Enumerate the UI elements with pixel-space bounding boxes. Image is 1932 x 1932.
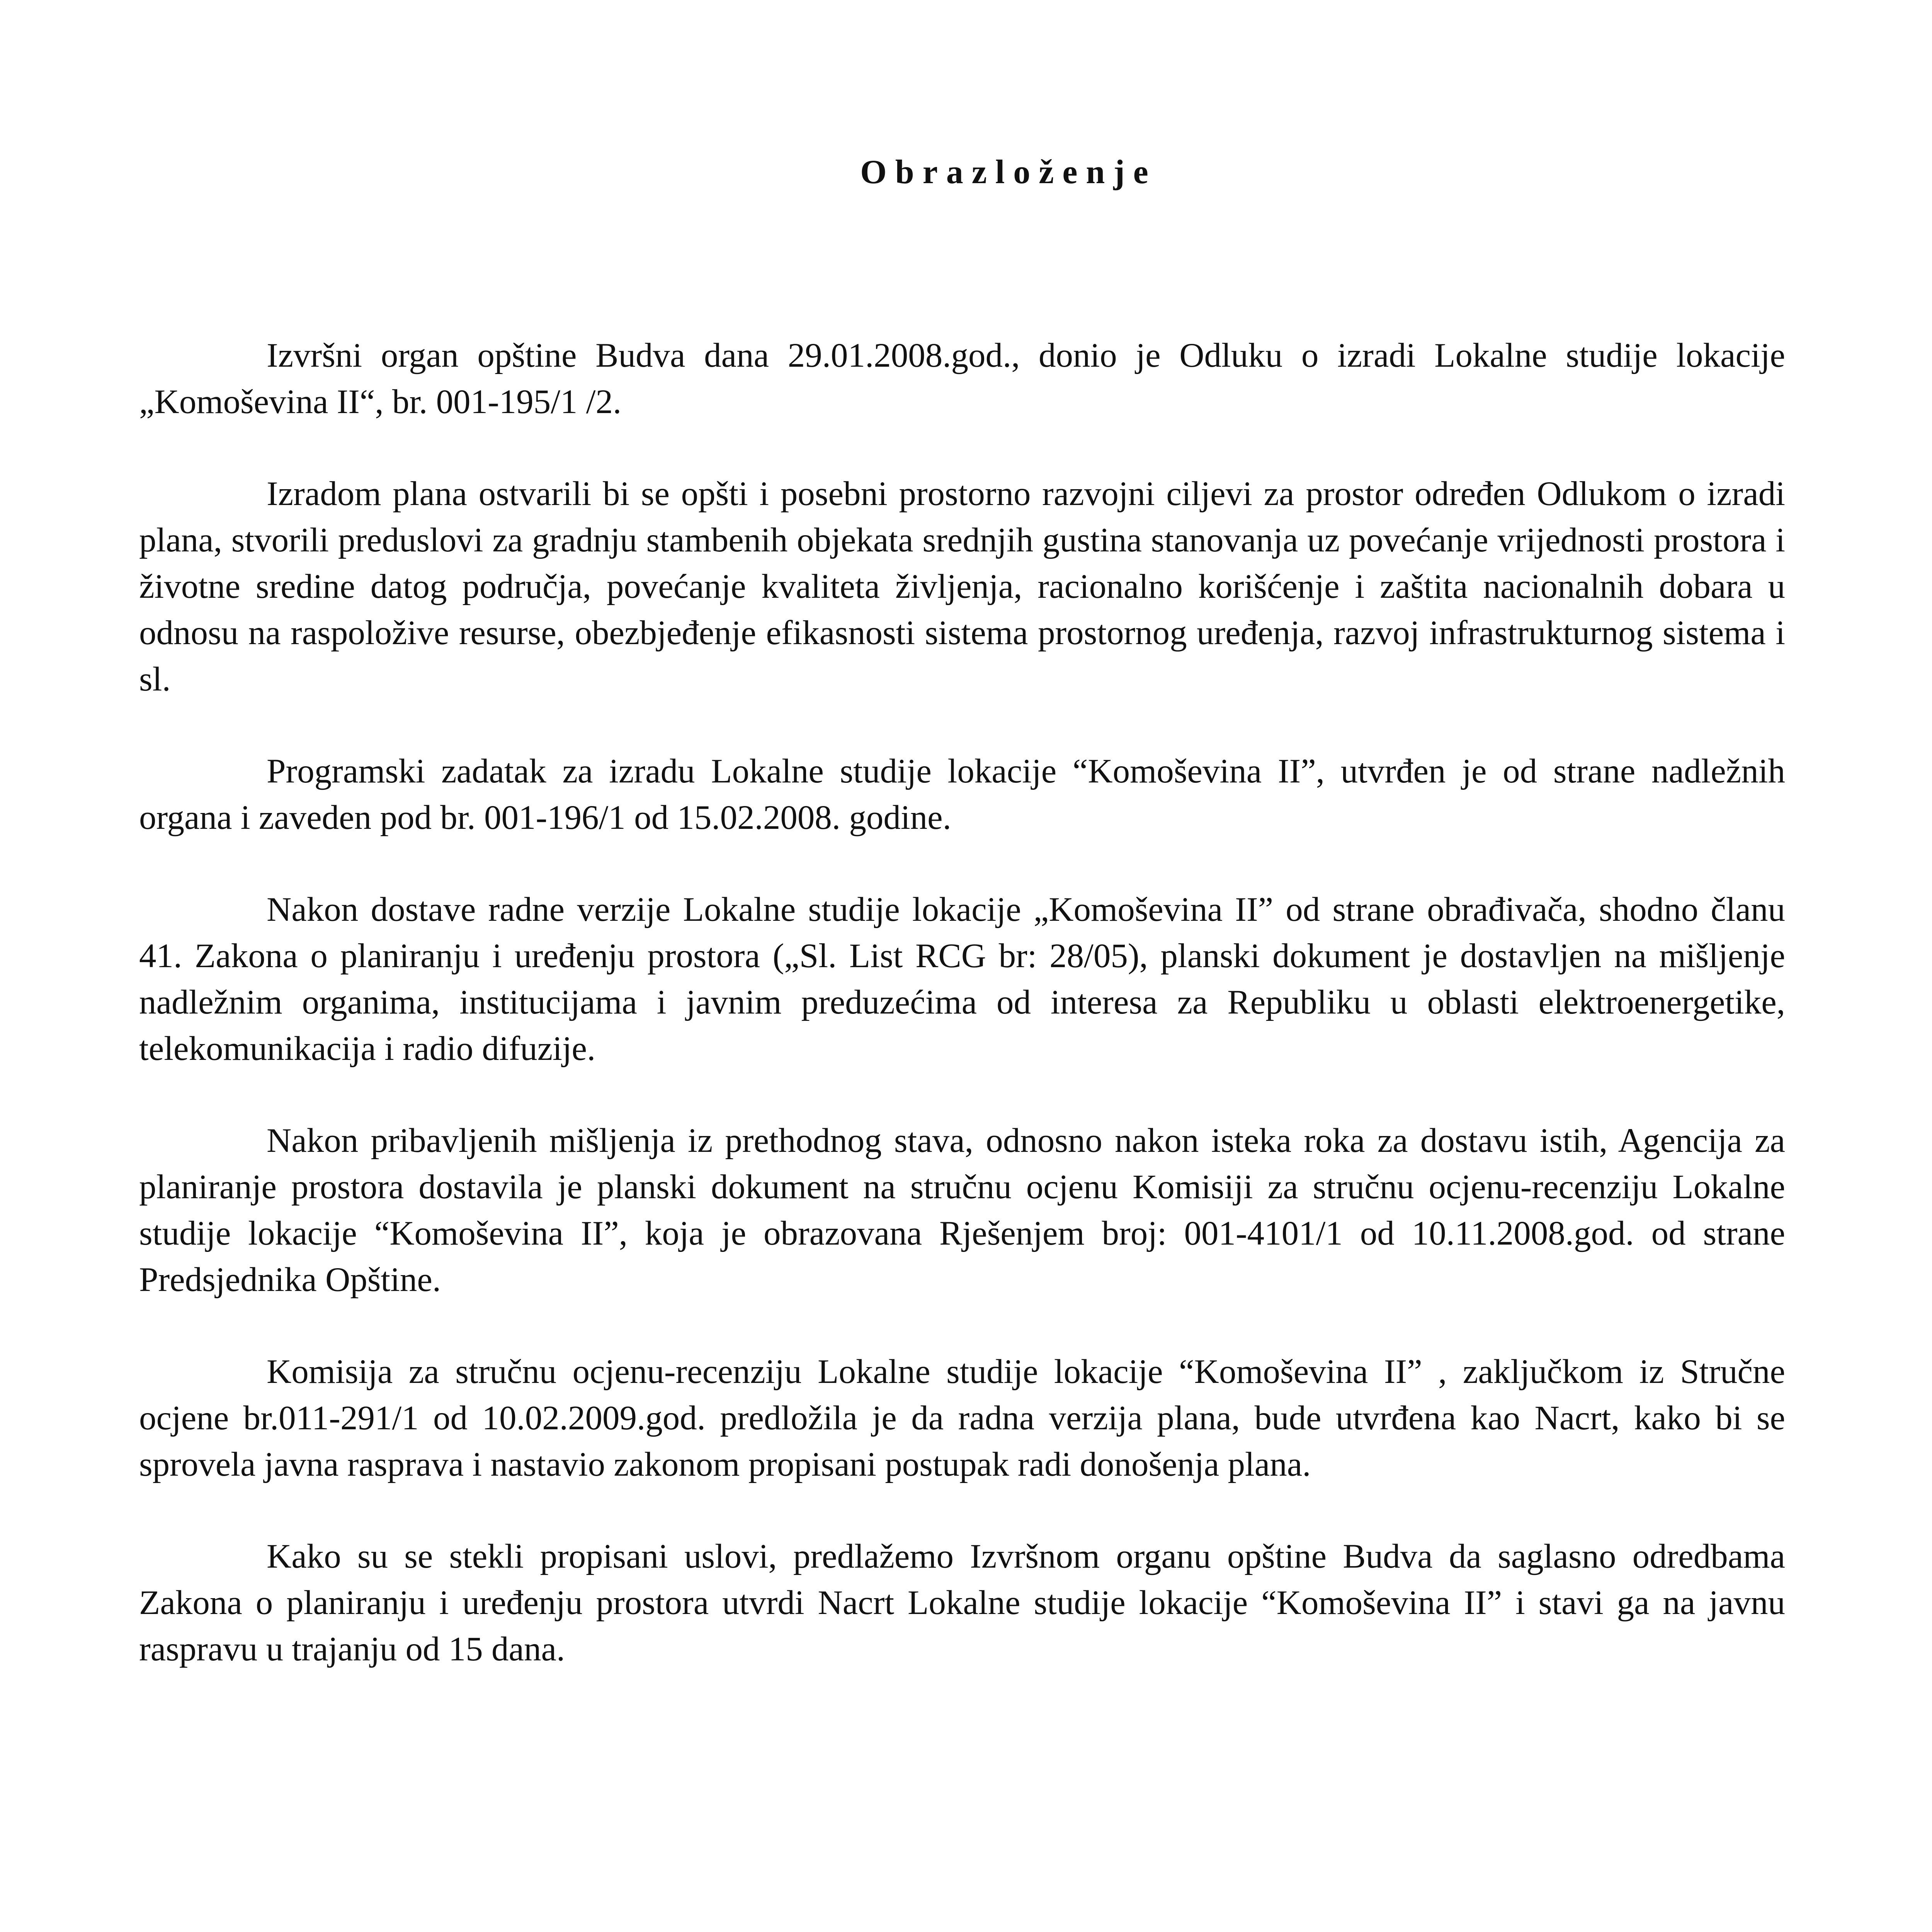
paragraph-7: Kako su se stekli propisani uslovi, predlažemo Izvršnom organu opštine Budva da saglasno odredbama Zakona o planiranju i uređenju prostora utvrdi Nacrt Lokalne studije lokacije “Komoševina II” i stavi ga na javnu raspravu u trajanju od 15 dana.	[139, 1537, 1785, 1668]
paragraph-3: Programski zadatak za izradu Lokalne studije lokacije “Komoševina II”, utvrđen je od strane nadležnih organa i zaveden pod br. 001-196/1 od 15.02.2008. godine.	[139, 752, 1785, 837]
paragraph-2: Izradom plana ostvarili bi se opšti i posebni prostorno razvojni ciljevi za prostor određen Odlukom o izradi plana, stvorili preduslovi za gradnju stambenih objekata srednjih gustina stanovanja uz povećanje vrijednosti prostora i životne sredine datog područja, povećanje kvaliteta življenja, racionalno korišćenje i zaštita nacionalnih dobara u odnosu na raspoložive resurse, obezbjeđenje efikasnosti sistema prostornog uređenja, razvoj infrastrukturnog sistema i sl.	[139, 475, 1785, 698]
document-body	[139, 332, 1785, 1718]
paragraph-1: Izvršni organ opštine Budva dana 29.01.2008.god., donio je Odluku o izradi Lokalne studije lokacije „Komoševina II“, br. 001-195/1 /2.	[139, 337, 1785, 421]
paragraph-5: Nakon pribavljenih mišljenja iz prethodnog stava, odnosno nakon isteka roka za dostavu istih, Agencija za planiranje prostora dostavila je planski dokument na stručnu ocjenu Komisiji za stručnu ocjenu-recenziju Lokalne studije lokacije “Komoševina II”, koja je obrazovana Rješenjem broj: 001-4101/1 od 10.11.2008.god. od strane Predsjednika Opštine.	[139, 1122, 1785, 1299]
document-title: Obrazloženje	[860, 153, 1157, 191]
paragraph-4: Nakon dostave radne verzije Lokalne studije lokacije „Komoševina II” od strane obrađivača, shodno članu 41. Zakona o planiranju i uređenju prostora („Sl. List RCG br: 28/05), planski dokument je dostavljen na mišljenje nadležnim organima, institucijama i javnim preduzećima od interesa za Republiku u oblasti elektroenergetike, telekomunikacija i radio difuzije.	[139, 891, 1785, 1068]
paragraph-6: Komisija za stručnu ocjenu-recenziju Lokalne studije lokacije “Komoševina II” , zaključkom iz Stručne ocjene br.011-291/1 od 10.02.2009.god. predložila je da radna verzija plana, bude utvrđena kao Nacrt, kako bi se sprovela javna rasprava i nastavio zakonom propisani postupak radi donošenja plana.	[139, 1353, 1785, 1483]
